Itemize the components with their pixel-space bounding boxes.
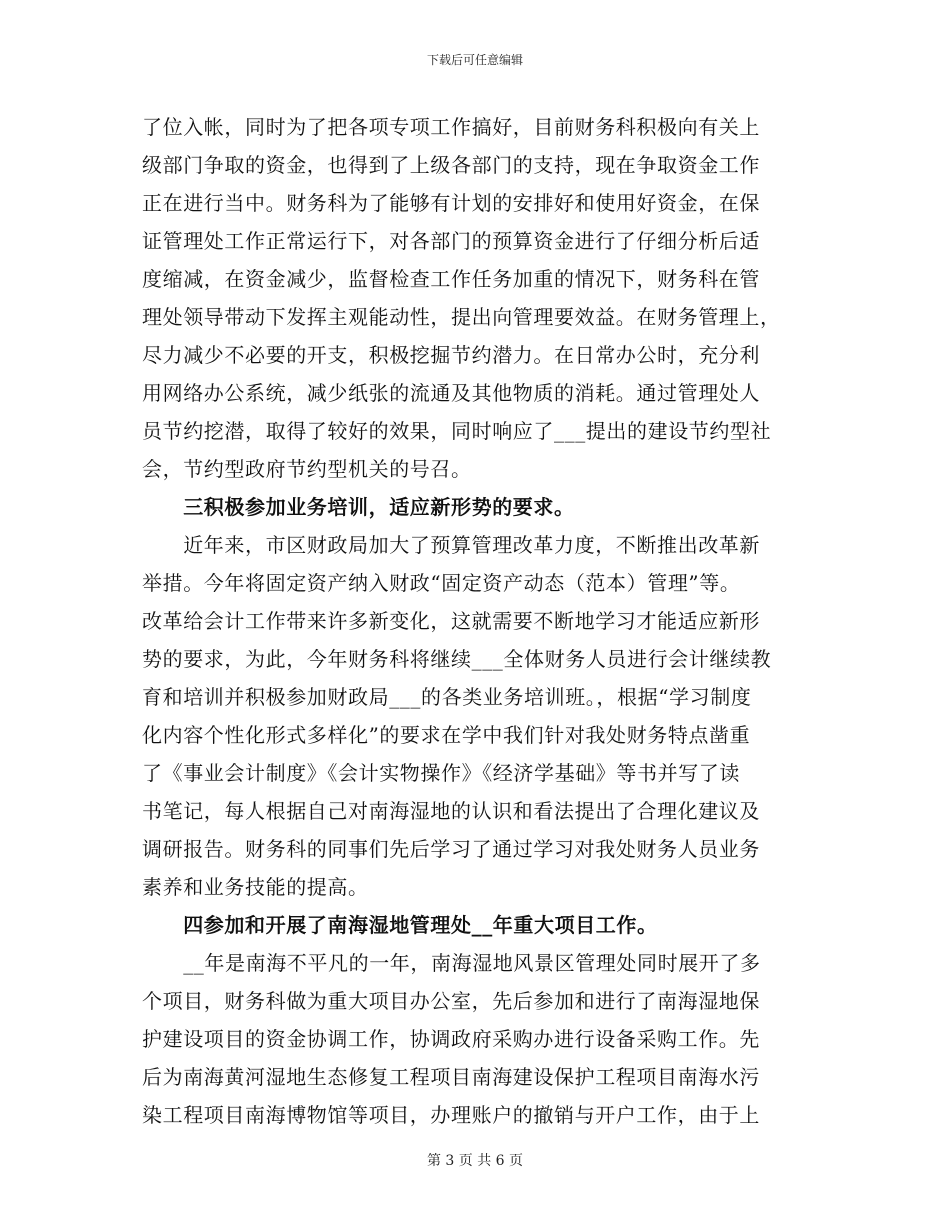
section-heading: 四参加和开展了南海湿地管理处__年重大项目工作。 bbox=[142, 913, 658, 937]
body-line: 了位入帐，同时为了把各项专项工作搞好，目前财务科积极向有关上 bbox=[142, 115, 760, 139]
body-line: 级部门争取的资金，也得到了上级各部门的支持，现在争取资金工作 bbox=[142, 153, 760, 177]
body-line: 后为南海黄河湿地生态修复工程项目南海建设保护工程项目南海水污 bbox=[142, 1065, 760, 1089]
body-line: 改革给会计工作带来许多新变化，这就需要不断地学习才能适应新形 bbox=[142, 609, 760, 633]
body-line: 护建设项目的资金协调工作，协调政府采购办进行设备采购工作。先 bbox=[142, 1027, 760, 1051]
body-line: 书笔记，每人根据自己对南海湿地的认识和看法提出了合理化建议及 bbox=[142, 799, 760, 823]
page-header: 下载后可任意编辑 bbox=[426, 53, 523, 67]
body-line: 育和培训并积极参加财政局___的各类业务培训班。，根据“学习制度 bbox=[142, 685, 752, 709]
body-line: 会，节约型政府节约型机关的号召。 bbox=[142, 457, 472, 481]
body-line: 近年来，市区财政局加大了预算管理改革力度，不断推出改革新 bbox=[142, 533, 760, 557]
body-line: 了《事业会计制度》《会计实物操作》《经济学基础》等书并写了读 bbox=[142, 761, 740, 785]
body-line: 员节约挖潜，取得了较好的效果，同时响应了___提出的建设节约型社 bbox=[142, 419, 772, 443]
body-line: 化内容个性化形式多样化”的要求在学中我们针对我处财务特点凿重 bbox=[142, 723, 751, 747]
body-line: 个项目，财务科做为重大项目办公室，先后参加和进行了南海湿地保 bbox=[142, 989, 760, 1013]
document-body bbox=[142, 108, 808, 1134]
body-line: __年是南海不平凡的一年，南海湿地风景区管理处同时展开了多 bbox=[142, 951, 761, 975]
page-footer: 第 3 页 共 6 页 bbox=[426, 1153, 524, 1169]
body-line: 用网络办公系统，减少纸张的流通及其他物质的消耗。通过管理处人 bbox=[142, 381, 760, 405]
body-line: 势的要求，为此，今年财务科将继续___全体财务人员进行会计继续教 bbox=[142, 647, 772, 671]
body-line: 正在进行当中。财务科为了能够有计划的安排好和使用好资金，在保 bbox=[142, 191, 760, 215]
body-line: 证管理处工作正常运行下，对各部门的预算资金进行了仔细分析后适 bbox=[142, 229, 760, 253]
body-line: 调研报告。财务科的同事们先后学习了通过学习对我处财务人员业务 bbox=[142, 837, 760, 861]
body-line: 举措。今年将固定资产纳入财政“固定资产动态（范本）管理”等。 bbox=[142, 571, 741, 595]
body-line: 尽力减少不必要的开支，积极挖掘节约潜力。在日常办公时，充分利 bbox=[142, 343, 760, 367]
body-line: 染工程项目南海博物馆等项目，办理账户的撤销与开户工作，由于上 bbox=[142, 1103, 760, 1127]
body-line: 素养和业务技能的提高。 bbox=[142, 875, 369, 899]
body-line: 度缩减，在资金减少，监督检查工作任务加重的情况下，财务科在管 bbox=[142, 267, 760, 291]
section-heading: 三积极参加业务培训，适应新形势的要求。 bbox=[142, 495, 575, 519]
body-line: 理处领导带动下发挥主观能动性，提出向管理要效益。在财务管理上， bbox=[142, 305, 781, 329]
